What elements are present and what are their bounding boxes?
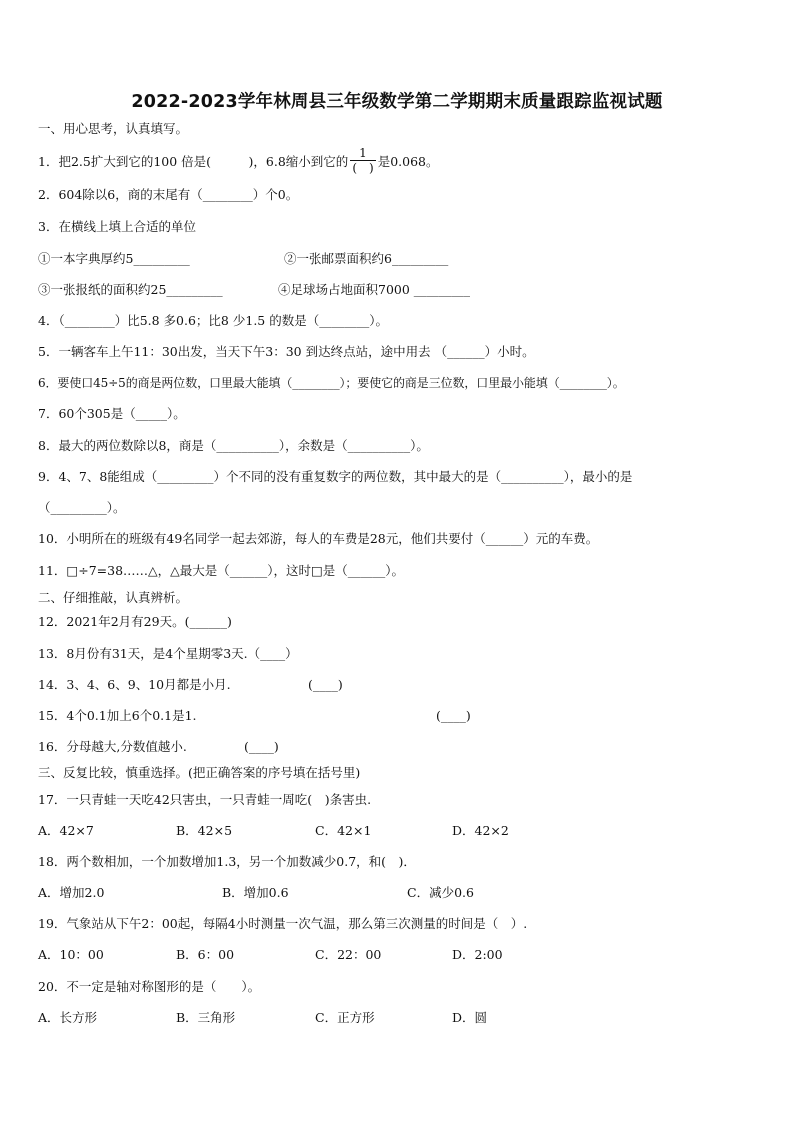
page-title: 2022-2023学年林周县三年级数学第二学期期末质量跟踪监视试题 xyxy=(131,92,663,112)
section-heading-2: 二、仔细推敲，认真辨析。 xyxy=(38,590,189,605)
option-d: D．42×2 xyxy=(452,823,509,838)
option-d: D．2:00 xyxy=(452,947,503,962)
question-9: 9．4、7、8能组成（_________）个不同的没有重复数字的两位数，其中最大的是（__________），最小的是 xyxy=(38,469,633,484)
question-6: 6．要使口45÷5的商是两位数，口里最大能填（________）；要使它的商是三位数，口里最小能填（________）。 xyxy=(38,376,625,390)
answer-blank: (____) xyxy=(436,708,471,723)
fraction-denominator: ( ) xyxy=(352,161,374,175)
question-4: 4．（________）比5.8 多0.6；比8 少1.5 的数是（________）。 xyxy=(38,313,388,328)
section-heading-3: 三、反复比较，慎重选择。(把正确答案的序号填在括号里) xyxy=(38,765,361,780)
option-b: B．三角形 xyxy=(176,1010,236,1025)
question-20: 20．不一定是轴对称图形的是（ ）。 xyxy=(38,979,261,994)
question-1-text: 1．把2.5扩大到它的100 倍是( )，6.8缩小到它的 xyxy=(38,154,349,169)
question-17: 17．一只青蛙一天吃42只害虫，一只青蛙一周吃( )条害虫. xyxy=(38,792,372,807)
question-16-text: 16．分母越大,分数值越小. xyxy=(38,739,187,754)
option-b: B．42×5 xyxy=(176,823,233,838)
option-a: A．42×7 xyxy=(38,823,94,838)
question-18: 18．两个数相加，一个加数增加1.3，另一个加数减少0.7，和( )． xyxy=(38,854,416,869)
question-10: 10．小明所在的班级有49名同学一起去郊游，每人的车费是28元，他们共要付（______）元的车费。 xyxy=(38,531,599,546)
question-2: 2．604除以6，商的末尾有（________）个0。 xyxy=(38,187,299,202)
question-3-item-4: ④足球场占地面积7000 _________ xyxy=(278,282,471,297)
option-a: A．10：00 xyxy=(38,947,104,962)
section-heading-1: 一、用心思考，认真填写。 xyxy=(38,121,189,136)
question-9-continued: （_________）。 xyxy=(38,500,126,515)
fraction-numerator: 1 xyxy=(350,146,375,161)
question-19: 19．气象站从下午2：00起，每隔4小时测量一次气温，那么第三次测量的时间是（ ）. xyxy=(38,916,528,931)
option-a: A．增加2.0 xyxy=(38,885,105,900)
question-12: 12．2021年2月有29天。(______) xyxy=(38,614,232,629)
answer-blank: (____) xyxy=(308,677,343,692)
question-14 xyxy=(38,676,774,694)
option-c: C．42×1 xyxy=(315,823,372,838)
question-7: 7．60个305是（_____）。 xyxy=(38,406,186,421)
option-a: A．长方形 xyxy=(38,1010,98,1025)
question-15-text: 15．4个0.1加上6个0.1是1. xyxy=(38,708,197,723)
question-11: 11．□÷7=38……△，△最大是（______），这时□是（______）。 xyxy=(38,563,405,578)
question-8: 8．最大的两位数除以8，商是（__________），余数是（__________）。 xyxy=(38,438,429,453)
option-c: C．正方形 xyxy=(315,1010,375,1025)
option-b: B．增加0.6 xyxy=(222,885,289,900)
question-3-item-3: ③一张报纸的面积约25_________ xyxy=(38,282,223,297)
option-c: C．减少0.6 xyxy=(407,885,474,900)
answer-blank: (____) xyxy=(244,739,279,754)
question-1-tail: 是0.068。 xyxy=(377,154,439,169)
question-1 xyxy=(38,148,774,177)
question-14-text: 14．3、4、6、9、10月都是小月. xyxy=(38,677,231,692)
question-15 xyxy=(38,707,774,725)
question-5: 5．一辆客车上午11：30出发，当天下午3：30 到达终点站，途中用去 （______）小时。 xyxy=(38,344,535,359)
question-3-item-2: ②一张邮票面积约6_________ xyxy=(284,251,449,266)
question-16 xyxy=(38,738,774,756)
question-3: 3．在横线上填上合适的单位 xyxy=(38,219,196,234)
option-c: C．22：00 xyxy=(315,947,382,962)
question-3-item-1: ①一本字典厚约5_________ xyxy=(38,251,190,266)
option-b: B．6：00 xyxy=(176,947,235,962)
question-13: 13．8月份有31天，是4个星期零3天.（____） xyxy=(38,646,298,661)
option-d: D．圆 xyxy=(452,1010,488,1025)
fraction xyxy=(350,146,375,175)
